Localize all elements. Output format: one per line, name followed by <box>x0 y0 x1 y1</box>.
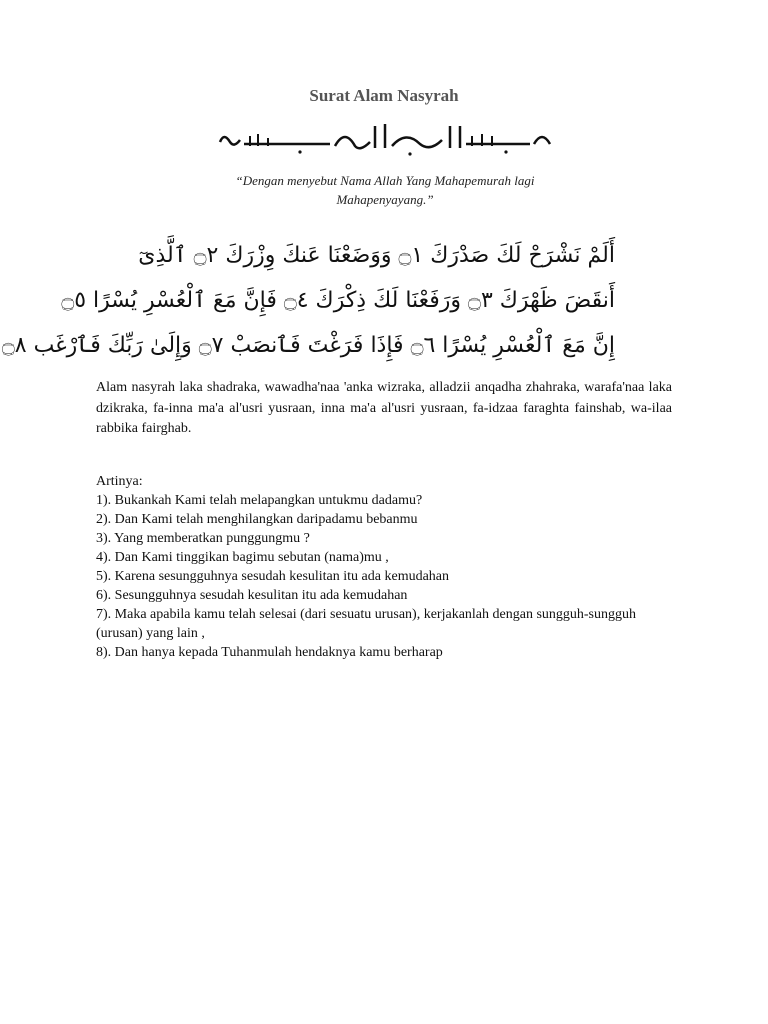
arabic-line: أَنقَضَ ظَهْرَكَ ۝٣ وَرَفَعْنَا لَكَ ذِكْرَكَ ۝٤ فَإِنَّ مَعَ ٱلْعُسْرِ يُسْرًا ۝٥ <box>61 288 615 313</box>
list-item: 4). Dan Kami tinggikan bagimu sebutan (nama)mu , <box>96 550 389 565</box>
list-item: 6). Sesungguhnya sesudah kesulitan itu ada kemudahan <box>96 588 408 603</box>
arabic-line: إِنَّ مَعَ ٱلْعُسْرِ يُسْرًا ۝٦ فَإِذَا فَرَغْتَ فَٱنصَبْ ۝٧ وَإِلَىٰ رَبِّكَ فَٱرْغَب ۝٨ <box>1 333 615 358</box>
basmala-calligraphy-icon <box>210 118 556 160</box>
list-item: 1). Bukankah Kami telah melapangkan untukmu dadamu? <box>96 493 423 508</box>
list-item: 7). Maka apabila kamu telah selesai (dari sesuatu urusan), kerjakanlah dengan sungguh-sungguh (urusan) yang lain , <box>96 607 636 641</box>
arabic-verses <box>1 236 615 366</box>
list-item: 3). Yang memberatkan punggungmu ? <box>96 531 310 546</box>
page-title: Surat Alam Nasyrah <box>309 86 459 105</box>
meaning-list <box>96 491 672 662</box>
list-item: 5). Karena sesungguhnya sesudah kesulitan itu ada kemudahan <box>96 569 450 584</box>
list-item: 2). Dan Kami telah menghilangkan daripadamu bebanmu <box>96 512 418 527</box>
arabic-line: أَلَمْ نَشْرَحْ لَكَ صَدْرَكَ ۝١ وَوَضَعْنَا عَنكَ وِزْرَكَ ۝٢ ٱلَّذِىٓ <box>138 243 615 268</box>
list-item: 8). Dan hanya kepada Tuhanmulah hendaknya kamu berharap <box>96 645 443 660</box>
transliteration-paragraph: Alam nasyrah laka shadraka, wawadha'naa 'anka wizraka, alladzii anqadha zhahraka, warafa'naa laka dzikraka, fa-inna ma'a al'usri yusraan, inna ma'a al'usri yusraan, fa-idzaa faraghta fainshab, wa-ilaa rabbika fairghab. <box>96 380 672 436</box>
basmala-translation: “Dengan menyebut Nama Allah Yang Mahapemurah lagi Mahapenyayang.” <box>235 173 535 207</box>
meaning-heading: Artinya: <box>96 474 143 489</box>
